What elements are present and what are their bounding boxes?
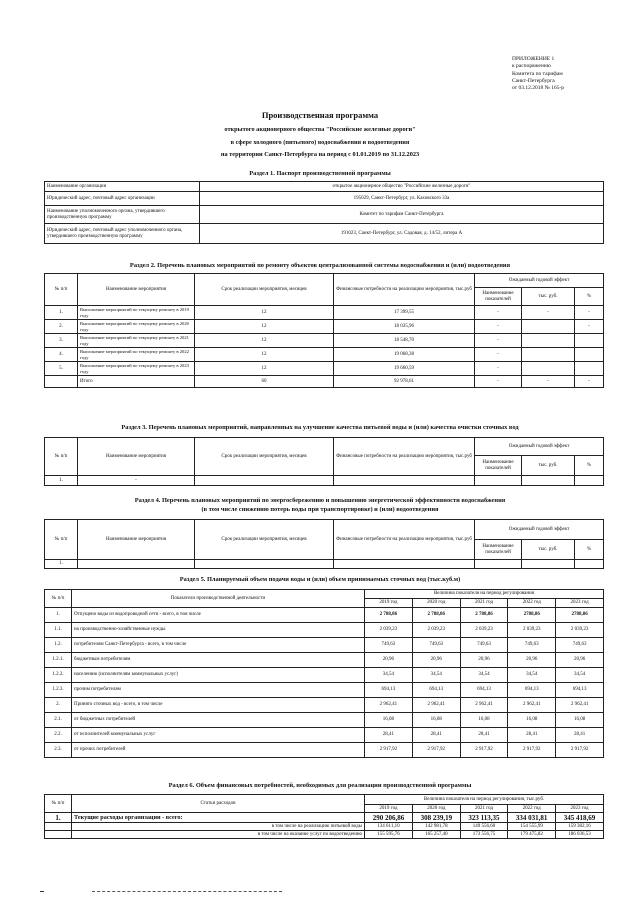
s4-head-term: Срок реализации мероприятия, месяцев — [195, 520, 334, 560]
cell: 1.2.1. — [45, 653, 72, 668]
table-row — [45, 638, 604, 653]
cell — [45, 823, 72, 831]
cell: 2. — [45, 320, 78, 334]
cell: 2 917,92 — [412, 743, 460, 758]
s6-head-values: Величина показателя на период регулирования, тыс.руб. — [365, 795, 604, 805]
cell: 16,08 — [556, 713, 604, 728]
cell: 2 039,23 — [460, 623, 508, 638]
cell: 749,63 — [508, 638, 556, 653]
table-row — [45, 362, 604, 376]
s4-head-finance: Финансовые потребности на реализацию мероприятия, тыс.руб — [334, 520, 475, 560]
cell: 694,13 — [556, 683, 604, 698]
cell: 159 382,16 — [556, 823, 604, 831]
cell: 34,54 — [460, 668, 508, 683]
s2-head-effect: Ожидаемый годовой эффект — [475, 274, 604, 288]
cell: - — [575, 320, 604, 334]
cell: Выполнение мероприятий по текущему ремонту в 2021 году — [78, 334, 195, 348]
cell: 323 113,35 — [460, 813, 507, 823]
s3-head-indicator: Наименование показателей — [475, 456, 522, 476]
section6-table — [44, 794, 604, 839]
cell: 186 036,53 — [556, 831, 604, 839]
cell: 2788,86 — [556, 608, 604, 623]
table-row — [45, 306, 604, 320]
cell: Отпущено воды из водопроводной сети - всего, в том числе — [72, 608, 365, 623]
cell: 1.2. — [45, 638, 72, 653]
cell: 2.2. — [45, 728, 72, 743]
cell: 134 611,10 — [365, 823, 413, 831]
s6-head-year: 2019 год — [365, 805, 413, 813]
cell: 2 039,23 — [412, 623, 460, 638]
cell: бюджетным потребителям — [72, 653, 365, 668]
s2-head-finance: Финансовые потребности на реализацию мероприятия, тыс.руб — [334, 274, 475, 306]
s6-head-year: 2023 год — [556, 805, 604, 813]
cell: от прочих потребителей — [72, 743, 365, 758]
s6-head-num: № п/п — [45, 795, 72, 813]
cell: 2 917,92 — [460, 743, 508, 758]
cell: 2 962,41 — [412, 698, 460, 713]
section5-title: Раздел 5. Планируемый объем подачи воды и (или) объем принимаемых сточных вод (тыс.куб.м) — [179, 576, 461, 583]
cell: 749,63 — [460, 638, 508, 653]
cell: 16,08 — [412, 713, 460, 728]
cell: 142 981,78 — [412, 823, 460, 831]
cell: - — [475, 376, 522, 388]
cell — [45, 831, 72, 839]
cell: 19 068,38 — [334, 348, 475, 362]
cell: на производственно-хозяйственные нужды — [72, 623, 365, 638]
cell — [575, 348, 604, 362]
cell — [522, 334, 575, 348]
cell: 4. — [45, 348, 78, 362]
s4-head-rub: тыс. руб. — [522, 540, 575, 560]
cell: 2 962,41 — [556, 698, 604, 713]
appendix-line: к распоряжению — [512, 63, 551, 70]
org-title: открытого акционерного общества "Российские железные дороги" — [224, 126, 416, 133]
cell: в том числе на реализацию питьевой воды — [72, 823, 365, 831]
cell: прочим потребителям — [72, 683, 365, 698]
cell: 2.3. — [45, 743, 72, 758]
section2-table — [44, 273, 604, 388]
cell: 308 239,19 — [412, 813, 460, 823]
s5-head-year: 2023 год — [556, 599, 604, 608]
s4-head-indicator: Наименование показателей — [475, 540, 522, 560]
cell: 694,13 — [365, 683, 413, 698]
table-row — [45, 743, 604, 758]
page-title: Производственная программа — [261, 110, 379, 120]
cell: 165 257,40 — [412, 831, 460, 839]
cell: 92 978,61 — [334, 376, 475, 388]
cell: 12 — [195, 334, 334, 348]
cell: в том числе на оказание услуг по водоотведению — [72, 831, 365, 839]
cell: 2. — [45, 698, 72, 713]
section4-title: Раздел 4. Перечень плановых мероприятий по энергосбережению и повышению энергетической эффективности водоснабжения — [134, 497, 506, 504]
cell — [475, 560, 522, 569]
section4-subtitle: (в том числе снижению потерь воды при транспортировке) и (или) водоотведения — [201, 506, 439, 513]
cell: 2 962,41 — [365, 698, 413, 713]
cell: 173 556,75 — [460, 831, 507, 839]
table-row — [45, 334, 604, 348]
cell: Текущие расходы организации - всего: — [72, 813, 365, 823]
cell: 749,63 — [365, 638, 413, 653]
table-row — [45, 608, 604, 623]
s4-head-effect: Ожидаемый годовой эффект — [475, 520, 604, 540]
s5-head-name: Показатели производственной деятельности — [72, 590, 365, 608]
s6-head-year: 2020 год — [412, 805, 460, 813]
s2-head-num: № п/п — [45, 274, 78, 306]
s1-value: 195029, Санкт-Петербург, ул. Каховского 33а — [200, 192, 604, 206]
s2-head-indicator: Наименование показателей — [475, 288, 522, 306]
section3-table — [44, 437, 604, 486]
cell — [522, 320, 575, 334]
table-row — [45, 713, 604, 728]
cell: - — [522, 376, 575, 388]
cell: 2788,86 — [508, 608, 556, 623]
cell: Выполнение мероприятий по текущему ремонту в 2020 году — [78, 320, 195, 334]
cell: - — [475, 306, 522, 320]
s6-head-year: 2022 год — [508, 805, 556, 813]
s5-head-year: 2021 год — [460, 599, 508, 608]
s1-label: Наименование уполномоченного органа, утвердившего производственную программу — [45, 206, 200, 224]
cell — [475, 476, 522, 486]
table-row — [45, 653, 604, 668]
sphere-title: в сфере холодного (питьевого) водоснабжения и водоотведения — [230, 139, 410, 146]
cell: 345 418,69 — [556, 813, 604, 823]
cell: 2 962,41 — [508, 698, 556, 713]
cell: 694,13 — [460, 683, 508, 698]
table-row — [45, 476, 604, 486]
cell — [522, 348, 575, 362]
cell — [195, 476, 334, 486]
s1-label: Наименование организации — [45, 182, 200, 192]
cell: 20,96 — [508, 653, 556, 668]
s3-head-pct: % — [575, 456, 604, 476]
cell: 1.2.3. — [45, 683, 72, 698]
s5-head-values: Величина показателя на период регулирования — [365, 590, 604, 599]
cell — [522, 362, 575, 376]
appendix-line: Комитета по тарифам — [512, 70, 563, 77]
cell: 19 660,59 — [334, 362, 475, 376]
s3-head-term: Срок реализации мероприятия, месяцев — [195, 438, 334, 476]
table-row — [45, 320, 604, 334]
cell: 1. — [45, 608, 72, 623]
cell: 2 039,23 — [508, 623, 556, 638]
cell: 1.2.2. — [45, 668, 72, 683]
section4-table — [44, 519, 604, 569]
cell: 149 556,60 — [460, 823, 507, 831]
section5-table — [44, 589, 604, 758]
s5-head-year: 2022 год — [508, 599, 556, 608]
cell: 28,41 — [365, 728, 413, 743]
s1-value: Комитет по тарифам Санкт-Петербурга — [200, 206, 604, 224]
cell: Принято сточных вод - всего, в том числе — [72, 698, 365, 713]
cell: потребителям Санкт-Петербурга - всего, в том числе — [72, 638, 365, 653]
table-row — [45, 813, 604, 823]
cell: 17 399,55 — [334, 306, 475, 320]
s5-head-year: 2019 год — [365, 599, 413, 608]
table-row — [45, 560, 604, 569]
s4-head-num: № п/п — [45, 520, 78, 560]
cell — [522, 476, 575, 486]
cell: 34,54 — [412, 668, 460, 683]
cell: 34,54 — [556, 668, 604, 683]
section6-title: Раздел 6. Объем финансовых потребностей, необходимых для реализации производственной программы — [168, 782, 472, 789]
s2-head-pct: % — [575, 288, 604, 306]
cell — [575, 476, 604, 486]
s3-head-effect: Ожидаемый годовой эффект — [475, 438, 604, 456]
cell: 2 917,92 — [508, 743, 556, 758]
cell: - — [475, 362, 522, 376]
scan-mark — [92, 891, 282, 893]
cell: 28,41 — [460, 728, 508, 743]
cell: 694,13 — [508, 683, 556, 698]
cell: 2 039,23 — [556, 623, 604, 638]
table-row — [45, 831, 604, 839]
cell: 2 788,86 — [460, 608, 508, 623]
cell: 60 — [195, 376, 334, 388]
cell: 2 788,86 — [412, 608, 460, 623]
cell: 1. — [45, 560, 78, 569]
cell: 2 788,86 — [365, 608, 413, 623]
section3-title: Раздел 3. Перечень плановых мероприятий, направленных на улучшение качества питьевой воды и (или) качества очистки сточных вод — [121, 424, 519, 431]
s3-head-finance: Финансовые потребности на реализацию мероприятия, тыс.руб — [334, 438, 475, 476]
cell: 155 595,76 — [365, 831, 413, 839]
section1-table — [44, 181, 604, 244]
table-row — [45, 623, 604, 638]
cell: 1. — [45, 813, 72, 823]
cell: Выполнение мероприятий по текущему ремонту в 2019 году — [78, 306, 195, 320]
cell: - — [522, 306, 575, 320]
s4-head-name: Наименование мероприятия — [78, 520, 195, 560]
cell: 12 — [195, 348, 334, 362]
appendix-line: Санкт-Петербурга — [512, 77, 555, 84]
table-row — [45, 668, 604, 683]
cell: 2 039,23 — [365, 623, 413, 638]
cell: 12 — [195, 320, 334, 334]
cell: 34,54 — [365, 668, 413, 683]
period-title: на территории Санкт-Петербурга на период с 01.01.2019 по 31.12.2023 — [220, 151, 420, 158]
scan-mark — [40, 891, 44, 892]
s1-value: открытое акционерное общество "Российские железные дороги" — [200, 182, 604, 192]
cell: 20,96 — [556, 653, 604, 668]
cell: 1. — [45, 306, 78, 320]
table-row — [45, 823, 604, 831]
cell: 749,63 — [412, 638, 460, 653]
cell: 5. — [45, 362, 78, 376]
cell — [522, 560, 575, 569]
cell: от исполнителей коммунальных услуг — [72, 728, 365, 743]
s2-head-term: Срок реализации мероприятия, месяцев — [195, 274, 334, 306]
table-row — [45, 348, 604, 362]
cell — [78, 560, 195, 569]
cell: - — [475, 348, 522, 362]
cell — [195, 560, 334, 569]
appendix-line: ПРИЛОЖЕНИЕ 1 — [512, 56, 555, 62]
s1-label: Юридический адрес, почтовый адрес организации — [45, 192, 200, 206]
s2-head-rub: тыс. руб. — [522, 288, 575, 306]
cell: населению (исполнителям коммунальных услуг) — [72, 668, 365, 683]
cell: 20,96 — [460, 653, 508, 668]
s6-head-name: Статьи расходов — [72, 795, 365, 813]
cell: 34,54 — [508, 668, 556, 683]
table-row — [45, 376, 604, 388]
cell: 20,96 — [365, 653, 413, 668]
s5-head-num: № п/п — [45, 590, 72, 608]
table-row — [45, 698, 604, 713]
s1-label: Юридический адрес, почтовый адрес уполномоченного органа, утвердившего производственную программу — [45, 224, 200, 244]
cell: 12 — [195, 306, 334, 320]
cell: 20,96 — [412, 653, 460, 668]
cell: 18 035,96 — [334, 320, 475, 334]
section1-title: Раздел 1. Паспорт производственной программы — [249, 170, 391, 177]
cell: 154 555,99 — [508, 823, 556, 831]
cell — [575, 334, 604, 348]
cell: 1.1. — [45, 623, 72, 638]
cell: 2 917,92 — [365, 743, 413, 758]
cell: 2 962,41 — [460, 698, 508, 713]
cell: 290 206,86 — [365, 813, 413, 823]
appendix-line: от 03.12.2018 № 165-р — [512, 85, 565, 92]
s4-head-pct: % — [575, 540, 604, 560]
table-row — [45, 683, 604, 698]
cell: 2 917,92 — [556, 743, 604, 758]
cell — [575, 362, 604, 376]
cell: - — [575, 306, 604, 320]
s1-value: 191023, Санкт-Петербург, ул. Садовая, д. 14/52, литера А — [200, 224, 604, 244]
cell — [334, 476, 475, 486]
cell: Итого — [78, 376, 195, 388]
cell: Выполнение мероприятий по текущему ремонту в 2022 году — [78, 348, 195, 362]
cell: 334 031,81 — [508, 813, 556, 823]
cell: 16,08 — [508, 713, 556, 728]
cell: 28,41 — [412, 728, 460, 743]
s3-head-rub: тыс. руб. — [522, 456, 575, 476]
appendix-block — [512, 56, 630, 92]
cell: - — [575, 376, 604, 388]
cell — [334, 560, 475, 569]
cell: Выполнение мероприятий по текущему ремонту в 2023 году — [78, 362, 195, 376]
s6-head-year: 2021 год — [460, 805, 507, 813]
s3-head-num: № п/п — [45, 438, 78, 476]
cell: 2.1. — [45, 713, 72, 728]
s2-head-name: Наименование мероприятия — [78, 274, 195, 306]
cell: 694,13 — [412, 683, 460, 698]
cell: - — [475, 320, 522, 334]
cell: 16,08 — [460, 713, 508, 728]
cell: 16,08 — [365, 713, 413, 728]
cell: 28,41 — [556, 728, 604, 743]
cell: от бюджетных потребителей — [72, 713, 365, 728]
cell: 28,41 — [508, 728, 556, 743]
cell: 18 548,70 — [334, 334, 475, 348]
cell: 12 — [195, 362, 334, 376]
section2-title: Раздел 2. Перечень плановых мероприятий по ремонту объектов централизованной системы водоснабжения и (или) водоотведения — [129, 262, 511, 269]
s5-head-year: 2020 год — [412, 599, 460, 608]
cell — [575, 560, 604, 569]
table-row — [45, 728, 604, 743]
cell: 749,63 — [556, 638, 604, 653]
cell: 1. — [45, 476, 78, 486]
cell — [45, 376, 78, 388]
cell: 3. — [45, 334, 78, 348]
cell: - — [78, 476, 195, 486]
cell: - — [475, 334, 522, 348]
s3-head-name: Наименование мероприятия — [78, 438, 195, 476]
cell: 179 475,82 — [508, 831, 556, 839]
